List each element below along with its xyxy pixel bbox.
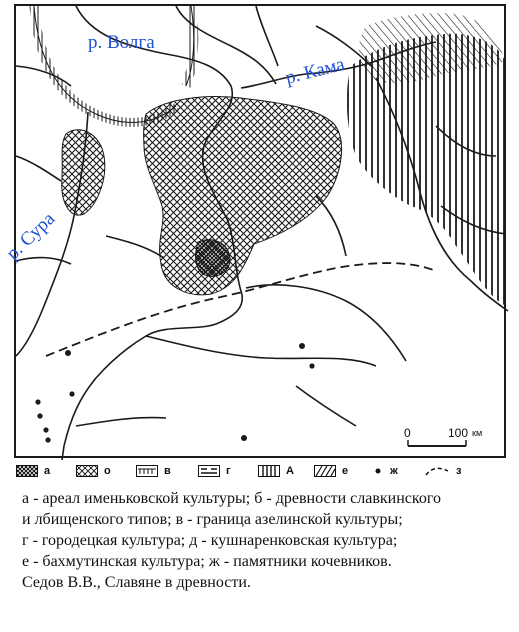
legend-item-b bbox=[76, 463, 111, 479]
legend-item-z bbox=[424, 463, 461, 479]
caption-line: е - бахмутинская культура; ж - памятники кочевников. bbox=[22, 553, 392, 570]
map-drawing bbox=[16, 6, 508, 460]
scale-unit: км bbox=[472, 428, 483, 438]
sura-label: р. Сура bbox=[2, 208, 60, 265]
azelino-border bbox=[34, 6, 176, 122]
legend-letter: е bbox=[342, 465, 349, 477]
scale-hundred: 100 bbox=[448, 426, 469, 440]
legend-letter: А bbox=[286, 465, 294, 477]
legend-letter: ж bbox=[390, 465, 398, 477]
legend-letter: г bbox=[226, 465, 231, 477]
caption-line: г - городецкая культура; д - кушнаренковская культура; bbox=[22, 532, 398, 549]
map-frame bbox=[2, 4, 506, 458]
nomad-site bbox=[35, 399, 40, 404]
caption-line: и лбищенского типов; в - граница азелинской культуры; bbox=[22, 511, 403, 528]
legend-letter: о bbox=[104, 465, 111, 477]
legend-item-d bbox=[258, 463, 294, 479]
legend-item-a bbox=[16, 463, 50, 479]
legend-item-v bbox=[136, 463, 171, 479]
legend-letter: а bbox=[44, 465, 51, 477]
nomad-site bbox=[43, 427, 48, 432]
nomad-site bbox=[69, 391, 74, 396]
caption-line: а - ареал именьковской культуры; б - древности славкинского bbox=[22, 490, 441, 507]
imenkovo-area-west bbox=[62, 130, 105, 215]
nomad-site bbox=[241, 435, 247, 441]
nomad-site bbox=[299, 343, 305, 349]
volga-label: р. Волга bbox=[88, 32, 155, 53]
kama-label: р. Кама bbox=[283, 53, 347, 89]
legend-letter: в bbox=[164, 465, 171, 477]
imenkovo-area-main bbox=[144, 97, 342, 295]
legend-letter: з bbox=[456, 465, 462, 477]
scale-bar bbox=[408, 440, 466, 446]
legend bbox=[14, 458, 506, 480]
gorodets-boundary bbox=[46, 263, 436, 356]
nomad-site bbox=[309, 363, 314, 368]
legend-item-zh bbox=[372, 463, 398, 479]
legend-item-g bbox=[198, 463, 231, 479]
nomad-site bbox=[65, 350, 71, 356]
caption bbox=[22, 488, 512, 593]
scale-zero: 0 bbox=[404, 426, 411, 440]
nomad-site bbox=[45, 437, 50, 442]
nomad-site bbox=[37, 413, 42, 418]
caption-source: Седов В.В., Славяне в древности. bbox=[22, 574, 251, 591]
legend-item-e bbox=[314, 463, 348, 479]
